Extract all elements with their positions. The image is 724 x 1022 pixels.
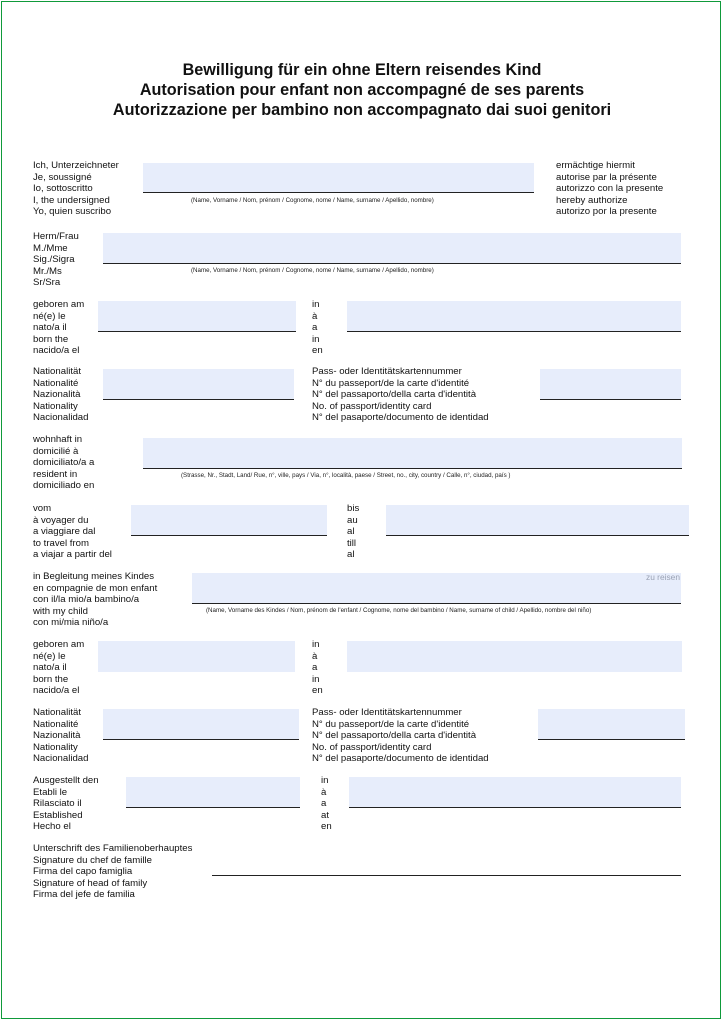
child-birth-date-label: geboren am né(e) le nato/a il born the nacido/a el bbox=[33, 639, 85, 697]
authorize-label: ermächtige hiermit autorise par la présente autorizzo con la presente hereby authorize autorizo por la presente bbox=[556, 160, 664, 218]
travel-from-label: vom à voyager du a viaggiare dal to travel from a viajar a partir del bbox=[33, 503, 112, 561]
title-german: Bewilligung für ein ohne Eltern reisendes Kind bbox=[182, 61, 542, 79]
issued-place-label: in à a at en bbox=[321, 775, 332, 833]
birth-place-field[interactable] bbox=[347, 301, 681, 332]
address-field[interactable] bbox=[143, 438, 682, 469]
child-name-field[interactable] bbox=[192, 573, 681, 604]
travel-hint: zu reisen bbox=[646, 572, 680, 582]
parent-name-field[interactable] bbox=[143, 163, 534, 193]
travel-from-field[interactable] bbox=[131, 505, 327, 536]
birth-place-label: in à a in en bbox=[312, 299, 323, 357]
birth-date-label: geboren am né(e) le nato/a il born the nacido/a el bbox=[33, 299, 85, 357]
child-nationality-field[interactable] bbox=[103, 709, 299, 740]
authorized-name-note: (Name, Vorname / Nom, prénom / Cognome, nome / Name, surname / Apellido, nombre) bbox=[191, 267, 434, 274]
parent-name-note: (Name, Vorname / Nom, prénom / Cognome, nome / Name, surname / Apellido, nombre) bbox=[191, 197, 434, 204]
travel-until-label: bis au al till al bbox=[347, 503, 360, 561]
child-nationality-label: Nationalität Nationalité Nazionalità Nationality Nacionalidad bbox=[33, 707, 89, 765]
issued-date-field[interactable] bbox=[126, 777, 300, 808]
issued-place-field[interactable] bbox=[349, 777, 681, 808]
residence-label: wohnhaft in domicilié à domiciliato/a a resident in domiciliado en bbox=[33, 434, 95, 492]
nationality-field[interactable] bbox=[103, 369, 294, 400]
child-birth-place-field[interactable] bbox=[347, 641, 682, 672]
nationality-label: Nationalität Nationalité Nazionalità Nationality Nacionalidad bbox=[33, 366, 89, 424]
salutation-label: Herm/Frau M./Mme Sig./Sigra Mr./Ms Sr/Sra bbox=[33, 231, 79, 289]
accompany-label: in Begleitung meines Kindes en compagnie de mon enfant con il/la mio/a bambino/a with my child con mi/mia niño/a bbox=[33, 571, 158, 629]
travel-until-field[interactable] bbox=[386, 505, 689, 536]
passport-number-field[interactable] bbox=[540, 369, 681, 400]
birth-date-field[interactable] bbox=[98, 301, 296, 332]
signature-label: Unterschrift des Familienoberhauptes Signature du chef de famille Firma del capo famiglia Signature of head of family Firma del jefe de familia bbox=[33, 843, 193, 901]
signature-line[interactable] bbox=[212, 875, 681, 876]
authorized-person-field[interactable] bbox=[103, 233, 681, 264]
child-name-note: (Name, Vorname des Kindes / Nom, prénom de l'enfant / Cognome, nome del bambino / Name, surname of child / Apellido, nombre del niño) bbox=[206, 607, 592, 614]
title-italian: Autorizzazione per bambino non accompagnato dai suoi genitori bbox=[112, 101, 612, 119]
child-birth-date-field[interactable] bbox=[98, 641, 295, 672]
passport-label: Pass- oder Identitätskartennummer N° du passeport/de la carte d'identité N° del passaporto/della carta d'identità No. of passport/identity card N° del pasaporte/documento de identidad bbox=[312, 366, 489, 424]
child-passport-number-field[interactable] bbox=[538, 709, 685, 740]
issued-date-label: Ausgestellt den Etabli le Rilasciato il Established Hecho el bbox=[33, 775, 99, 833]
address-note: (Strasse, Nr., Stadt, Land/ Rue, n°, ville, pays / Via, n°, località, paese / Street, no., city, country / Calle, n°, ciudad, país ) bbox=[181, 472, 511, 479]
undersigned-label: Ich, Unterzeichneter Je, soussigné Io, sottoscritto I, the undersigned Yo, quien suscribo bbox=[33, 160, 119, 218]
child-birth-place-label: in à a in en bbox=[312, 639, 323, 697]
title-french: Autorisation pour enfant non accompagné de ses parents bbox=[139, 81, 585, 99]
child-passport-label: Pass- oder Identitätskartennummer N° du passeport/de la carte d'identité N° del passaporto/della carta d'identità No. of passport/identity card N° del pasaporte/documento de identidad bbox=[312, 707, 489, 765]
